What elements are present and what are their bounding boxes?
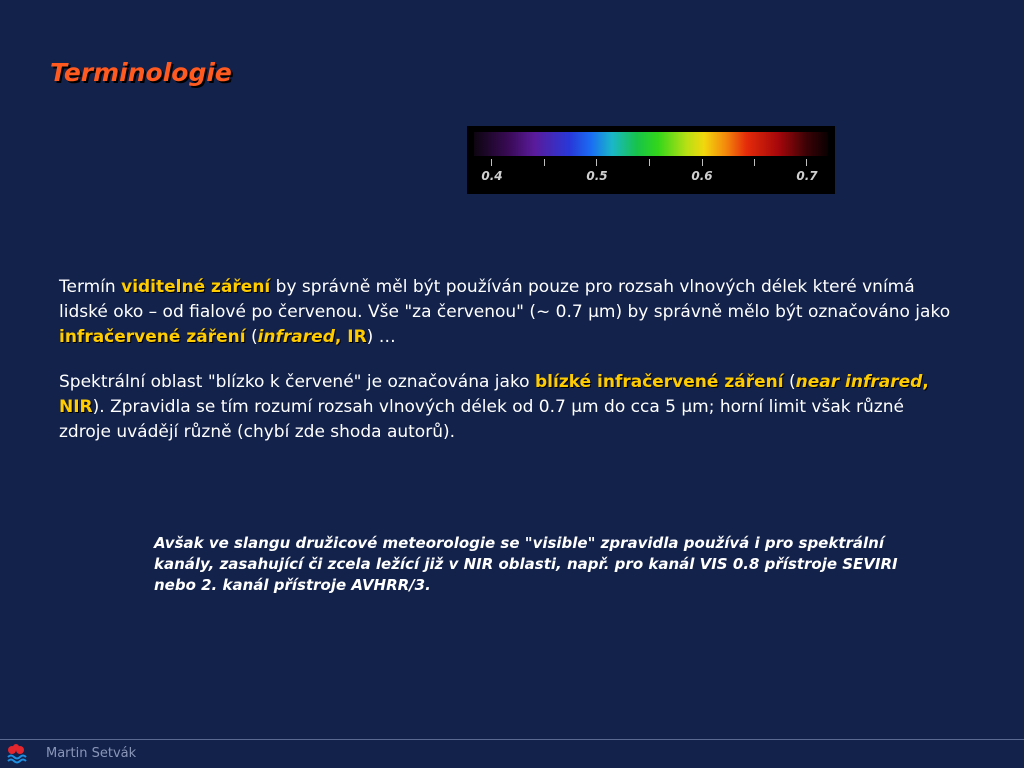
paragraph-visible-light — [59, 275, 959, 350]
spectrum-tick — [649, 159, 650, 166]
spectrum-tick — [702, 159, 703, 166]
paragraph-near-infrared — [59, 370, 959, 445]
visible-spectrum-scale — [467, 126, 835, 194]
spectrum-tick — [806, 159, 807, 166]
spectrum-tick — [754, 159, 755, 166]
text: ) … — [366, 327, 396, 347]
text: , — [334, 327, 348, 347]
slide-title: Terminologie — [50, 58, 232, 87]
term-visible-radiation: viditelné záření — [121, 277, 271, 297]
term-nir: NIR — [59, 397, 93, 417]
text: Spektrální oblast "blízko k červené" je označována jako — [59, 372, 535, 392]
slang-note: Avšak ve slangu družicové meteorologie se "visible" zpravidla používá i pro spektrální kanály, zasahující či zcela ležící již v NIR oblasti, např. pro kanál VIS 0.8 přístroje SEVIRI nebo 2. kanál přístroje AVHRR/3. — [154, 534, 898, 594]
term-ir: IR — [347, 327, 367, 347]
text: ( — [245, 327, 258, 347]
text: ). Zpravidla se tím rozumí rozsah vlnových délek od 0.7 µm do cca 5 µm; horní limit však různé zdroje uvádějí různě (chybí zde shoda autorů). — [59, 397, 904, 442]
term-infrared-radiation: infračervené záření — [59, 327, 246, 347]
spectrum-tick-label: 0.6 — [691, 169, 713, 183]
spectrum-tick — [491, 159, 492, 166]
term-infrared: infrared — [257, 327, 335, 347]
chmi-logo-icon — [6, 744, 32, 764]
footer-divider — [0, 739, 1024, 740]
term-near-infrared: near infrared — [795, 372, 923, 392]
spectrum-tick-label: 0.7 — [796, 169, 818, 183]
text: , — [922, 372, 929, 392]
spectrum-color-bar — [474, 132, 828, 156]
text: ( — [783, 372, 796, 392]
footer-author: Martin Setvák — [46, 746, 137, 761]
text: by správně měl být používán pouze pro rozsah vlnových délek které vnímá lidské oko – od fialové po červenou. Vše "za červenou" (~ 0.7 µm) by správně mělo být označováno jako — [59, 277, 951, 322]
spectrum-tick-label: 0.4 — [481, 169, 503, 183]
text: Termín — [59, 277, 122, 297]
spectrum-tick — [544, 159, 545, 166]
spectrum-tick-label: 0.5 — [586, 169, 608, 183]
term-near-infrared-radiation: blízké infračervené záření — [535, 372, 784, 392]
spectrum-tick — [596, 159, 597, 166]
